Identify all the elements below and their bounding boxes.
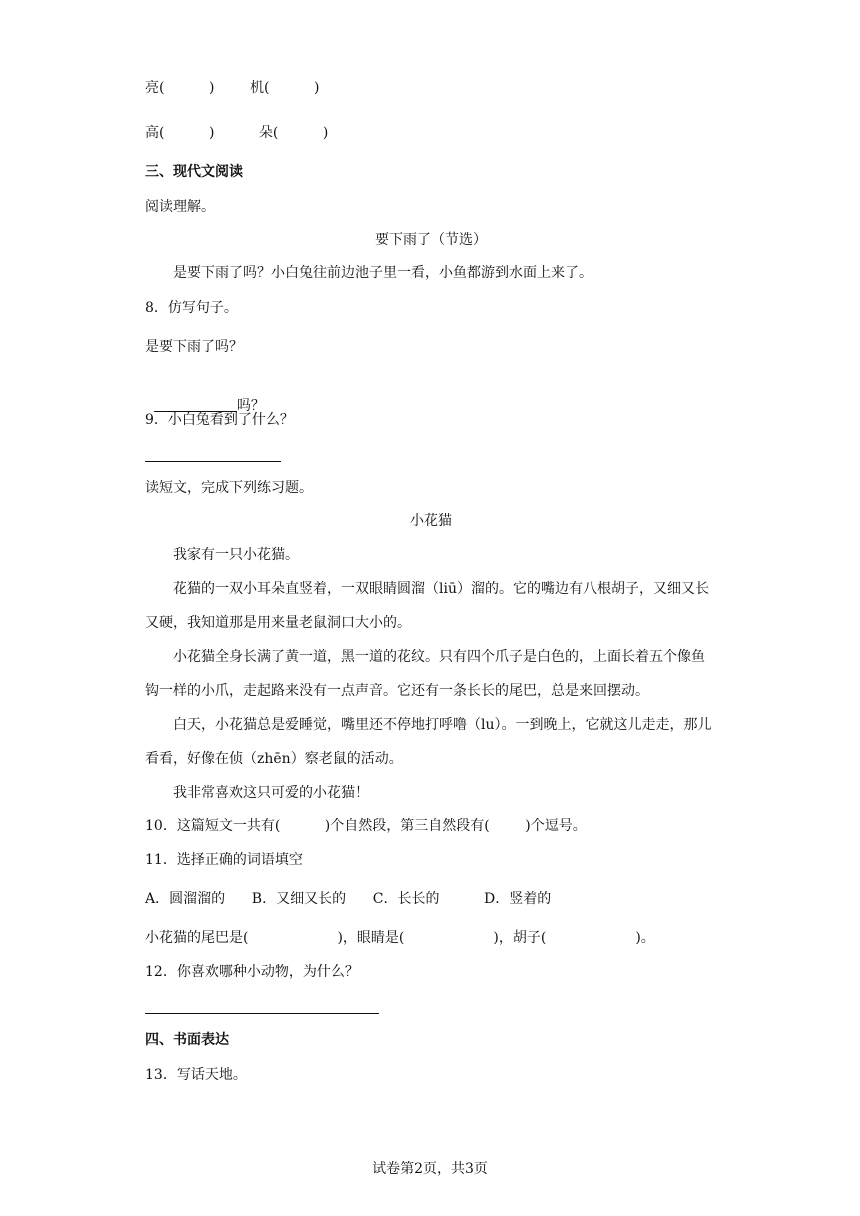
q9-answer-line[interactable] [145,461,281,462]
reading1-instruction: 阅读理解。 [145,199,215,215]
q8-model-sentence: 是要下雨了吗？ [145,339,243,355]
question-8: 8．仿写句子。 [145,300,238,316]
q11-options: A．圆溜溜的 B．又细又长的 C．长长的 D．竖着的 [145,891,552,907]
char-item-1: 亮( ) 机( ) [145,80,320,96]
section-heading-4: 四、书面表达 [145,1032,229,1048]
reading1-passage-title: 要下雨了（节选） [375,232,487,248]
question-13: 13．写话天地。 [145,1067,247,1083]
reading2-passage-title: 小花猫 [410,513,452,529]
page-footer: 试卷第2页，共3页 [372,1161,488,1177]
passage-paragraph-1: 我家有一只小花猫。 [173,547,299,563]
q8-answer-suffix: 吗？ [236,398,265,414]
question-9: 9．小白兔看到了什么？ [145,412,294,428]
passage-paragraph-5: 我非常喜欢这只可爱的小花猫！ [173,785,369,801]
passage-paragraph-2: 花猫的一双小耳朵直竖着，一双眼睛圆溜（liū）溜的。它的嘴边有八根胡子，又细又长又硬，我知道那是用来量老鼠洞口大小的。 [145,581,709,631]
passage-paragraph-3: 小花猫全身长满了黄一道，黑一道的花纹。只有四个爪子是白色的，上面长着五个像鱼钩一样的小爪，走起路来没有一点声音。它还有一条长长的尾巴，总是来回摆动。 [145,649,705,699]
section-heading-3: 三、现代文阅读 [145,164,243,180]
reading2-instruction: 读短文，完成下列练习题。 [145,480,313,496]
question-10: 10．这篇短文一共有( )个自然段，第三自然段有( )个逗号。 [145,818,587,834]
question-12: 12．你喜欢哪种小动物，为什么？ [145,964,359,980]
question-11: 11．选择正确的词语填空 [145,852,303,868]
q12-answer-line[interactable] [145,1013,379,1014]
char-item-2: 高( ) 朵( ) [145,125,329,141]
q11-fill-in: 小花猫的尾巴是( )，眼睛是( )，胡子( )。 [145,930,655,946]
reading1-passage: 是要下雨了吗？小白兔往前边池子里一看，小鱼都游到水面上来了。 [173,265,593,281]
passage-paragraph-4: 白天，小花猫总是爱睡觉，嘴里还不停地打呼噜（lu）。一到晚上，它就这儿走走，那儿看看，好像在侦（zhēn）察老鼠的活动。 [145,717,712,767]
